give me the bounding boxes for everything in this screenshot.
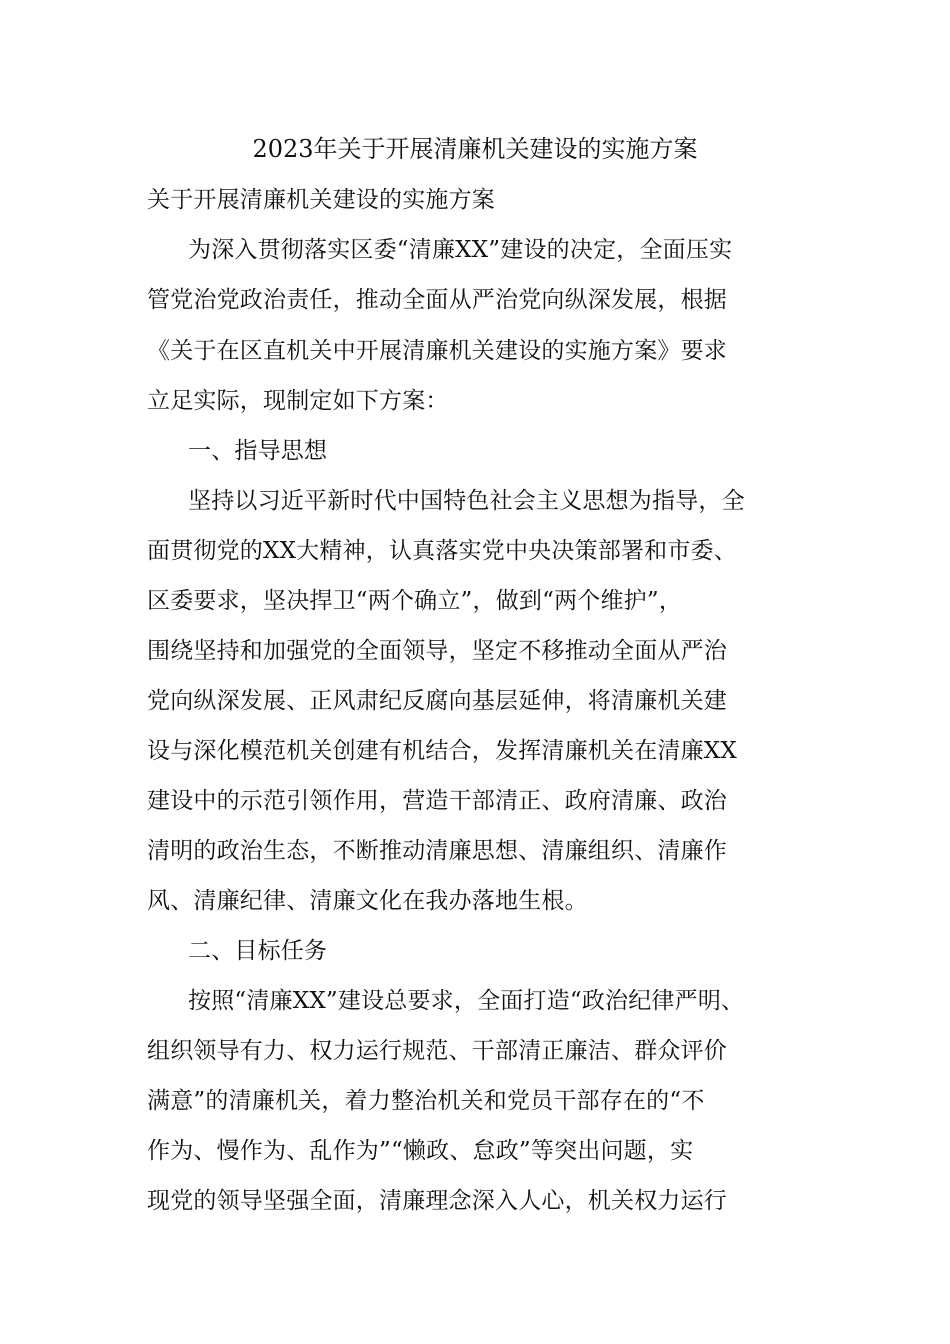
paragraph-line: 建设中的示范引领作用，营造干部清正、政府清廉、政治 <box>147 788 727 814</box>
paragraph-line: 管党治党政治责任，推动全面从严治党向纵深发展，根据 <box>147 287 727 313</box>
paragraph-line: 面贯彻党的XX大精神，认真落实党中央决策部署和市委、 <box>147 538 737 564</box>
paragraph-line: 设与深化模范机关创建有机结合，发挥清廉机关在清廉XX <box>147 738 737 764</box>
paragraph-line: 《关于在区直机关中开展清廉机关建设的实施方案》要求 <box>147 338 727 364</box>
section-heading: 二、目标任务 <box>188 938 328 964</box>
subtitle-line: 关于开展清廉机关建设的实施方案 <box>147 187 495 213</box>
paragraph-line: 作为、慢作为、乱作为”“懒政、怠政”等突出问题，实 <box>147 1138 694 1164</box>
paragraph-line: 立足实际，现制定如下方案： <box>147 388 449 414</box>
document-title: 2023年关于开展清廉机关建设的实施方案 <box>252 135 698 163</box>
paragraph-line: 坚持以习近平新时代中国特色社会主义思想为指导，全 <box>188 488 745 514</box>
paragraph-line: 党向纵深发展、正风肃纪反腐向基层延伸，将清廉机关建 <box>147 688 727 714</box>
paragraph-line: 清明的政治生态，不断推动清廉思想、清廉组织、清廉作 <box>147 838 727 864</box>
section-heading: 一、指导思想 <box>188 438 328 464</box>
paragraph-line: 围绕坚持和加强党的全面领导，坚定不移推动全面从严治 <box>147 638 727 664</box>
paragraph-line: 为深入贯彻落实区委“清廉XX”建设的决定，全面压实 <box>188 237 733 263</box>
paragraph-line: 区委要求，坚决捍卫“两个确立”，做到“两个维护”， <box>147 588 683 614</box>
paragraph-line: 组织领导有力、权力运行规范、干部清正廉洁、群众评价 <box>147 1038 727 1064</box>
paragraph-line: 满意”的清廉机关，着力整治机关和党员干部存在的“不 <box>147 1088 705 1114</box>
paragraph-line: 按照“清廉XX”建设总要求，全面打造“政治纪律严明、 <box>188 988 745 1014</box>
paragraph-line: 风、清廉纪律、清廉文化在我办落地生根。 <box>147 888 588 914</box>
paragraph-line: 现党的领导坚强全面，清廉理念深入人心，机关权力运行 <box>147 1188 727 1214</box>
